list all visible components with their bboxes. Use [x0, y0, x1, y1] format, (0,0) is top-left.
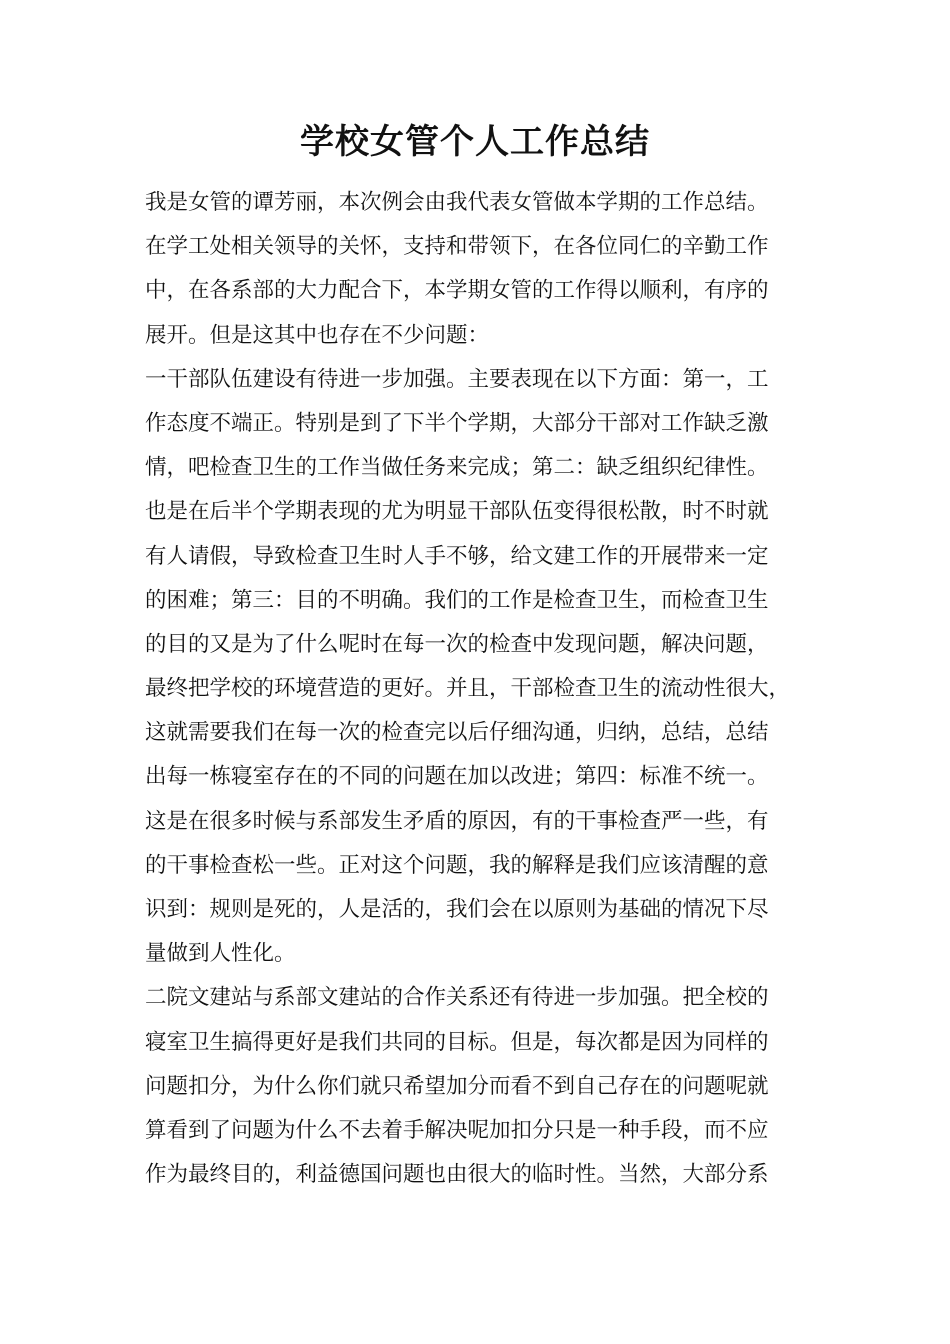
text-line: 我是女管的谭芳丽，本次例会由我代表女管做本学期的工作总结。 [145, 190, 769, 215]
text-line: 一干部队伍建设有待进一步加强。主要表现在以下方面：第一，工 [145, 366, 769, 392]
text-line: 问题扣分，为什么你们就只希望加分而看不到自己存在的问题呢就 [145, 1073, 769, 1099]
text-line: 的干事检查松一些。正对这个问题，我的解释是我们应该清醒的意 [145, 852, 769, 878]
document-body [145, 181, 815, 1197]
text-line: 这是在很多时候与系部发生矛盾的原因，有的干事检查严一些，有 [145, 808, 769, 834]
text-line: 也是在后半个学期表现的尤为明显干部队伍变得很松散，时不时就 [145, 499, 769, 525]
text-line: 识到：规则是死的，人是活的，我们会在以原则为基础的情况下尽 [145, 897, 769, 922]
text-line: 这就需要我们在每一次的检查完以后仔细沟通，归纳，总结，总结 [145, 720, 769, 746]
text-line: 量做到人性化。 [145, 941, 296, 967]
text-line: 中，在各系部的大力配合下，本学期女管的工作得以顺利，有序的 [145, 278, 769, 304]
text-line: 寝室卫生搞得更好是我们共同的目标。但是，每次都是因为同样的 [145, 1029, 769, 1055]
text-line: 情，吧检查卫生的工作当做任务来完成；第二：缺乏组织纪律性。 [145, 455, 769, 481]
text-line: 的目的又是为了什么呢时在每一次的检查中发现问题，解决问题， [145, 631, 769, 657]
text-line: 作态度不端正。特别是到了下半个学期，大部分干部对工作缺乏激 [145, 410, 769, 436]
text-line: 在学工处相关领导的关怀，支持和带领下，在各位同仁的辛勤工作 [145, 234, 769, 260]
text-line: 作为最终目的，利益德国问题也由很大的临时性。当然，大部分系 [145, 1162, 769, 1188]
text-line: 算看到了问题为什么不去着手解决呢加扣分只是一种手段，而不应 [145, 1117, 769, 1143]
text-line: 出每一栋寝室存在的不同的问题在加以改进；第四：标准不统一。 [145, 764, 769, 790]
document-title: 学校女管个人工作总结 [300, 122, 650, 162]
text-line: 最终把学校的环境营造的更好。并且，干部检查卫生的流动性很大， [145, 676, 791, 702]
text-line: 的困难；第三：目的不明确。我们的工作是检查卫生，而检查卫生 [145, 587, 769, 613]
text-line: 二院文建站与系部文建站的合作关系还有待进一步加强。把全校的 [145, 985, 769, 1011]
text-line: 有人请假，导致检查卫生时人手不够，给文建工作的开展带来一定 [145, 543, 769, 569]
text-line: 展开。但是这其中也存在不少问题： [145, 322, 490, 348]
